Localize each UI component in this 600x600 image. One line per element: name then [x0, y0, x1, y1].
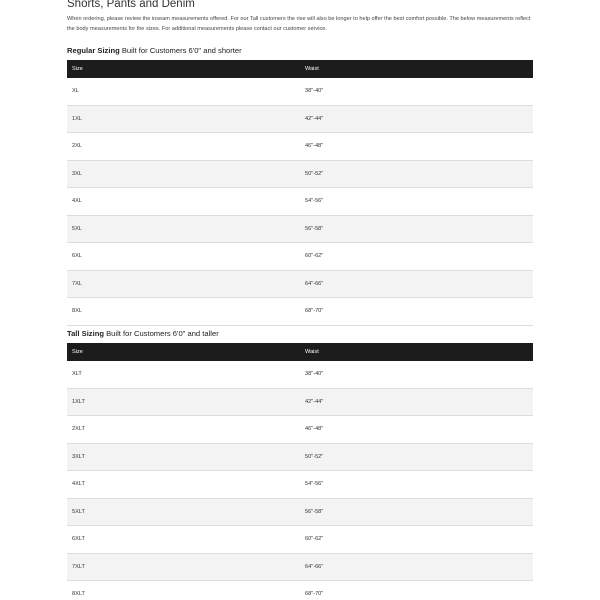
page-title: Shorts, Pants and Denim [67, 0, 195, 10]
size-cell: 4XL [67, 188, 300, 216]
size-cell: 3XL [67, 160, 300, 188]
intro-text: When ordering, please review the inseam measurements offered. For our Tall customers the rise will also be longer to help offer the best comfort possible. The below measurements reflect the body measurements for the sizes. For additional measurements please contact our customer service. [67, 16, 531, 32]
size-cell: 4XLT [67, 471, 300, 499]
waist-cell: 42"-44" [300, 388, 533, 416]
table-row [67, 471, 533, 499]
column-header-waist: Waist [300, 343, 533, 361]
table-row [67, 498, 533, 526]
waist-cell: 46"-48" [300, 416, 533, 444]
size-cell: 7XLT [67, 553, 300, 581]
table-row [67, 416, 533, 444]
column-header-waist: Waist [300, 60, 533, 78]
table-row [67, 526, 533, 554]
column-header-size: Size [67, 60, 300, 78]
waist-cell: 46"-48" [300, 133, 533, 161]
table-row [67, 443, 533, 471]
waist-cell: 60"-62" [300, 526, 533, 554]
table-row [67, 133, 533, 161]
size-cell: 8XL [67, 298, 300, 326]
waist-cell: 38"-40" [300, 78, 533, 105]
regular-sizing-heading [67, 46, 242, 55]
table-row [67, 188, 533, 216]
waist-cell: 60"-62" [300, 243, 533, 271]
waist-cell: 50"-52" [300, 443, 533, 471]
size-cell: 2XLT [67, 416, 300, 444]
table-header-row [67, 60, 533, 78]
size-cell: 3XLT [67, 443, 300, 471]
waist-cell: 42"-44" [300, 105, 533, 133]
table-row [67, 78, 533, 105]
table-row [67, 105, 533, 133]
table-row [67, 270, 533, 298]
waist-cell: 64"-66" [300, 553, 533, 581]
size-cell: XL [67, 78, 300, 105]
waist-cell: 56"-58" [300, 498, 533, 526]
waist-cell: 68"-70" [300, 581, 533, 600]
waist-cell: 68"-70" [300, 298, 533, 326]
column-header-size: Size [67, 343, 300, 361]
table-row [67, 215, 533, 243]
size-cell: 5XLT [67, 498, 300, 526]
waist-cell: 50"-52" [300, 160, 533, 188]
table-row [67, 553, 533, 581]
size-cell: 6XLT [67, 526, 300, 554]
waist-cell: 54"-56" [300, 188, 533, 216]
size-cell: 1XL [67, 105, 300, 133]
waist-cell: 54"-56" [300, 471, 533, 499]
size-cell: 7XL [67, 270, 300, 298]
size-cell: 6XL [67, 243, 300, 271]
table-row [67, 243, 533, 271]
tall-sizing-heading [67, 329, 219, 338]
regular-sizing-note: Built for Customers 6'0" and shorter [119, 46, 242, 55]
table-row [67, 581, 533, 600]
regular-size-table [67, 60, 533, 326]
table-row [67, 361, 533, 388]
size-cell: 2XL [67, 133, 300, 161]
table-row [67, 388, 533, 416]
waist-cell: 56"-58" [300, 215, 533, 243]
table-row [67, 298, 533, 326]
regular-sizing-label: Regular Sizing [67, 46, 120, 55]
size-cell: 5XL [67, 215, 300, 243]
tall-sizing-note: Built for Customers 6'0" and taller [104, 329, 219, 338]
size-cell: 8XLT [67, 581, 300, 600]
tall-size-table [67, 343, 533, 600]
waist-cell: 64"-66" [300, 270, 533, 298]
waist-cell: 38"-40" [300, 361, 533, 388]
size-cell: XLT [67, 361, 300, 388]
table-header-row [67, 343, 533, 361]
size-cell: 1XLT [67, 388, 300, 416]
table-row [67, 160, 533, 188]
tall-sizing-label: Tall Sizing [67, 329, 104, 338]
